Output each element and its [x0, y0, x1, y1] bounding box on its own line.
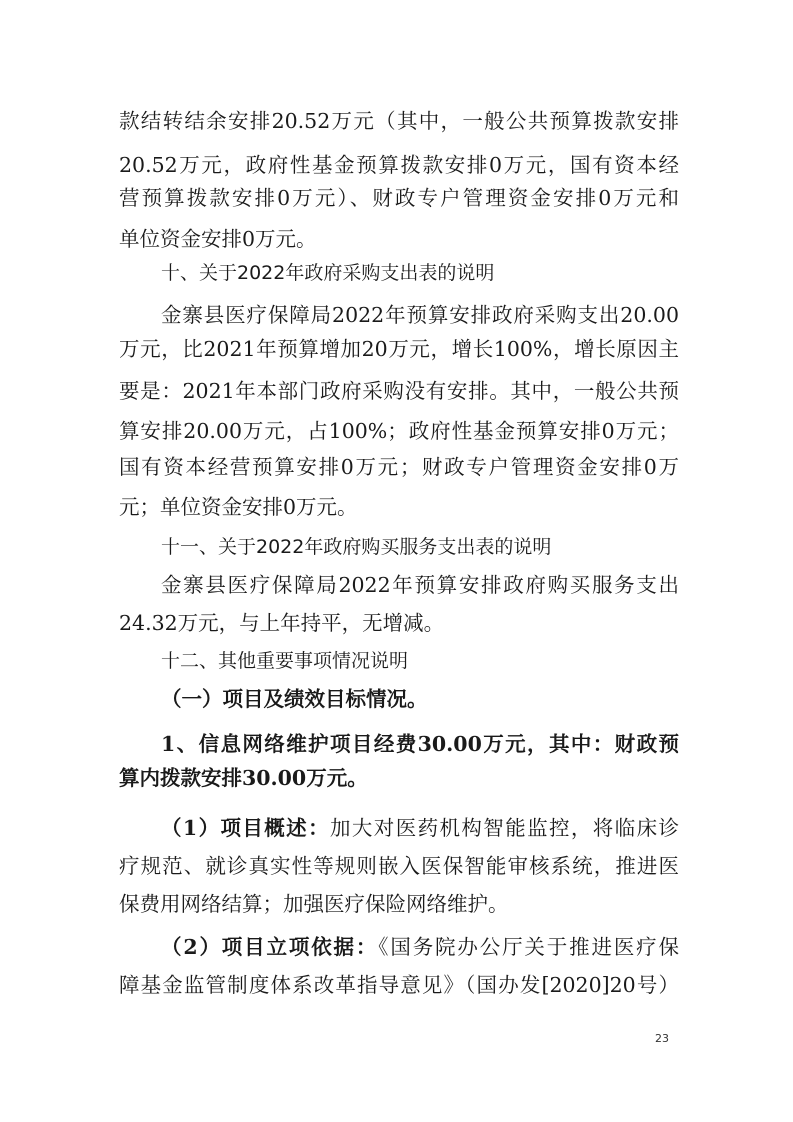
project-overview-label: （1）项目概述： — [161, 816, 330, 840]
paragraph-line: 障基金监管制度体系改革指导意见》（国办发[2020]20号） — [119, 973, 679, 997]
paragraph-line: 24.32万元，与上年持平，无增减。 — [119, 611, 445, 635]
project-heading: 1、信息网络维护项目经费30.00万元，其中：财政预 — [161, 732, 679, 756]
paragraph-line: 算安排20.00万元，占100%；政府性基金预算安排0万元； — [119, 419, 679, 443]
section-heading-11: 十一、关于2022年政府购买服务支出表的说明 — [161, 536, 552, 558]
paragraph-line: 疗规范、就诊真实性等规则嵌入医保智能审核系统，推进医 — [119, 854, 679, 878]
section-heading-10: 十、关于2022年政府采购支出表的说明 — [161, 262, 495, 284]
paragraph-line: 20.52万元，政府性基金预算拨款安排0万元，国有资本经 — [119, 153, 679, 177]
paragraph-line: 保费用网络结算；加强医疗保险网络维护。 — [119, 892, 509, 916]
paragraph-line: 元；单位资金安排0万元。 — [119, 495, 358, 519]
paragraph-line — [161, 937, 679, 958]
subsection-heading: （一）项目及绩效目标情况。 — [161, 687, 428, 711]
paragraph-line: 款结转结余安排20.52万元（其中，一般公共预算拨款安排 — [119, 109, 679, 133]
paragraph-line — [161, 818, 679, 839]
paragraph-line: 国有资本经营预算安排0万元；财政专户管理资金安排0万 — [119, 455, 679, 479]
project-basis-text: 《国务院办公厅关于推进医疗保 — [378, 935, 680, 959]
paragraph-line: 万元，比2021年预算增加20万元，增长100%，增长原因主 — [119, 337, 679, 361]
paragraph-line: 要是：2021年本部门政府采购没有安排。其中，一般公共预 — [119, 379, 679, 403]
paragraph-line: 金寨县医疗保障局2022年预算安排政府采购支出20.00 — [161, 303, 679, 327]
project-overview-text: 加大对医药机构智能监控，将临床诊 — [329, 816, 680, 840]
project-basis-label: （2）项目立项依据： — [161, 935, 379, 959]
paragraph-line: 营预算拨款安排0万元）、财政专户管理资金安排0万元和 — [119, 186, 679, 210]
page-number: 23 — [655, 1032, 669, 1045]
section-heading-12: 十二、其他重要事项情况说明 — [161, 650, 409, 672]
paragraph-line: 金寨县医疗保障局2022年预算安排政府购买服务支出 — [161, 573, 679, 597]
project-heading-cont: 算内拨款安排30.00万元。 — [119, 766, 368, 790]
paragraph-line: 单位资金安排0万元。 — [119, 227, 317, 251]
